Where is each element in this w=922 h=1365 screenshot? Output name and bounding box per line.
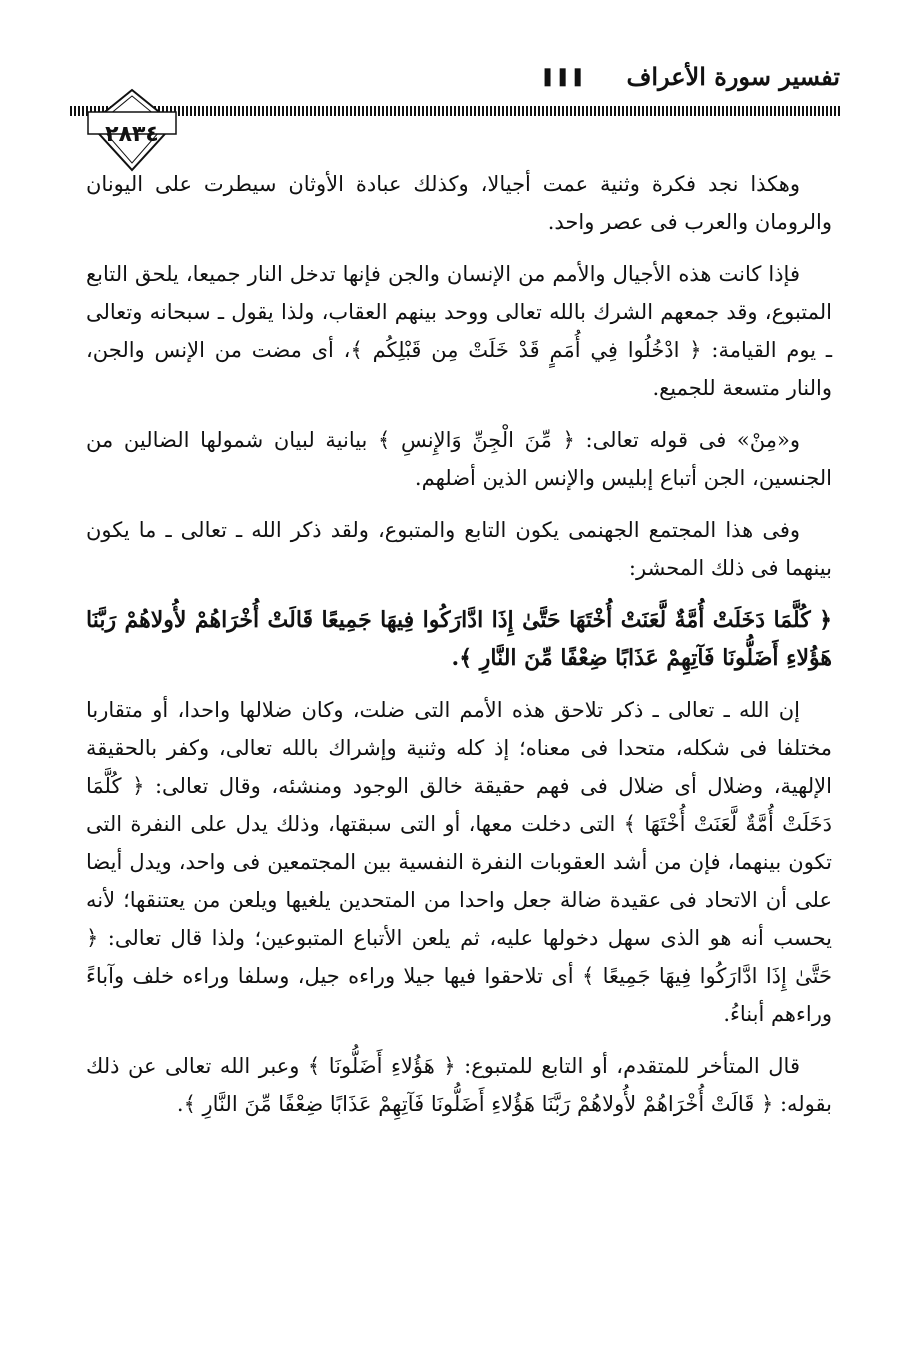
paragraph: وهكذا نجد فكرة وثنية عمت أجيالا، وكذلك عبادة الأوثان سيطرت على اليونان والرومان والعرب فى عصر واحد. [86,172,832,234]
page-number: ٢٨٣٤ [105,122,159,147]
quran-quote: ﴿ كُلَّمَا دَخَلَتْ أُمَّةٌ لَّعَنَتْ أُخْتَهَا حَتَّىٰ إِذَا ادَّارَكُوا فِيهَا جَمِيعًا قَالَتْ أُخْرَاهُمْ لأُولاهُمْ رَبَّنَا هَؤُلاءِ أَضَلُّونَا فَآتِهِمْ عَذَابًا ضِعْفًا مِّنَ النَّارِ ﴾. [86,607,832,671]
page-number-badge [86,88,178,174]
page-body [86,165,832,1137]
paragraph: و«مِنْ» فى قوله تعالى: ﴿ مِّنَ الْجِنِّ وَالإِنسِ ﴾ بيانية لبيان شمولها الضالين من الجنسين، الجن أتباع إبليس والإنس الذين أضلهم. [86,428,832,490]
paragraph: إن الله ـ تعالى ـ ذكر تلاحق هذه الأمم التى ضلت، وكان ضلالها واحدا، أو متقاربا مختلفا فى شكله، متحدا فى معناه؛ إذ كله وثنية وإشراك بالله تعالى، وكفر بالحقيقة الإلهية، وضلال أى ضلال فى فهم حقيقة خالق الوجود ومنشئه، وقال تعالى: ﴿ كُلَّمَا دَخَلَتْ أُمَّةٌ لَّعَنَتْ أُخْتَهَا ﴾ التى دخلت معها، أو التى سبقتها، وذلك يدل على النفرة التى تكون بينهما، فإن من أشد العقوبات النفرة النفسية بين المجتمعين فى واحد، ويدل أيضا على أن الاتحاد فى عقيدة ضالة جعل واحدا من المتحدين يلغيها ويلعن من يعتنقها؛ لأنه يحسب أنه هو الذى سهل دخولها عليه، ثم يلعن الأتباع المتبوعين؛ ولذا قال تعالى: ﴿ حَتَّىٰ إِذَا ادَّارَكُوا فِيهَا جَمِيعًا ﴾ أى تلاحقوا فيها جيلا وراءه جيل، وسلفا وراءه خلف وآباءً وراءهم أبناءُ. [86,698,832,1026]
page-header [70,40,840,180]
ornament-icon: ❚❚❚ [540,66,586,87]
paragraph: وفى هذا المجتمع الجهنمى يكون التابع والمتبوع، ولقد ذكر الله ـ تعالى ـ ما يكون بينهما فى ذلك المحشر: [86,518,832,580]
paragraph: قال المتأخر للمتقدم، أو التابع للمتبوع: ﴿ هَؤُلاءِ أَضَلُّونَا ﴾ وعبر الله تعالى عن ذلك بقوله: ﴿ قَالَتْ أُخْرَاهُمْ لأُولاهُمْ رَبَّنَا هَؤُلاءِ أَضَلُّونَا فَآتِهِمْ عَذَابًا ضِعْفًا مِّنَ النَّارِ ﴾. [86,1054,832,1116]
header-rule [70,106,840,116]
running-title: تفسير سورة الأعراف [626,62,840,91]
paragraph: فإذا كانت هذه الأجيال والأمم من الإنسان والجن فإنها تدخل النار جميعا، يلحق التابع المتبوع، وقد جمعهم الشرك بالله تعالى ووحد بينهم العقاب، ولذا يقول ـ سبحانه وتعالى ـ يوم القيامة: ﴿ ادْخُلُوا فِي أُمَمٍ قَدْ خَلَتْ مِن قَبْلِكُم ﴾، أى مضت من الإنس والجن، والنار متسعة للجميع. [86,262,832,400]
